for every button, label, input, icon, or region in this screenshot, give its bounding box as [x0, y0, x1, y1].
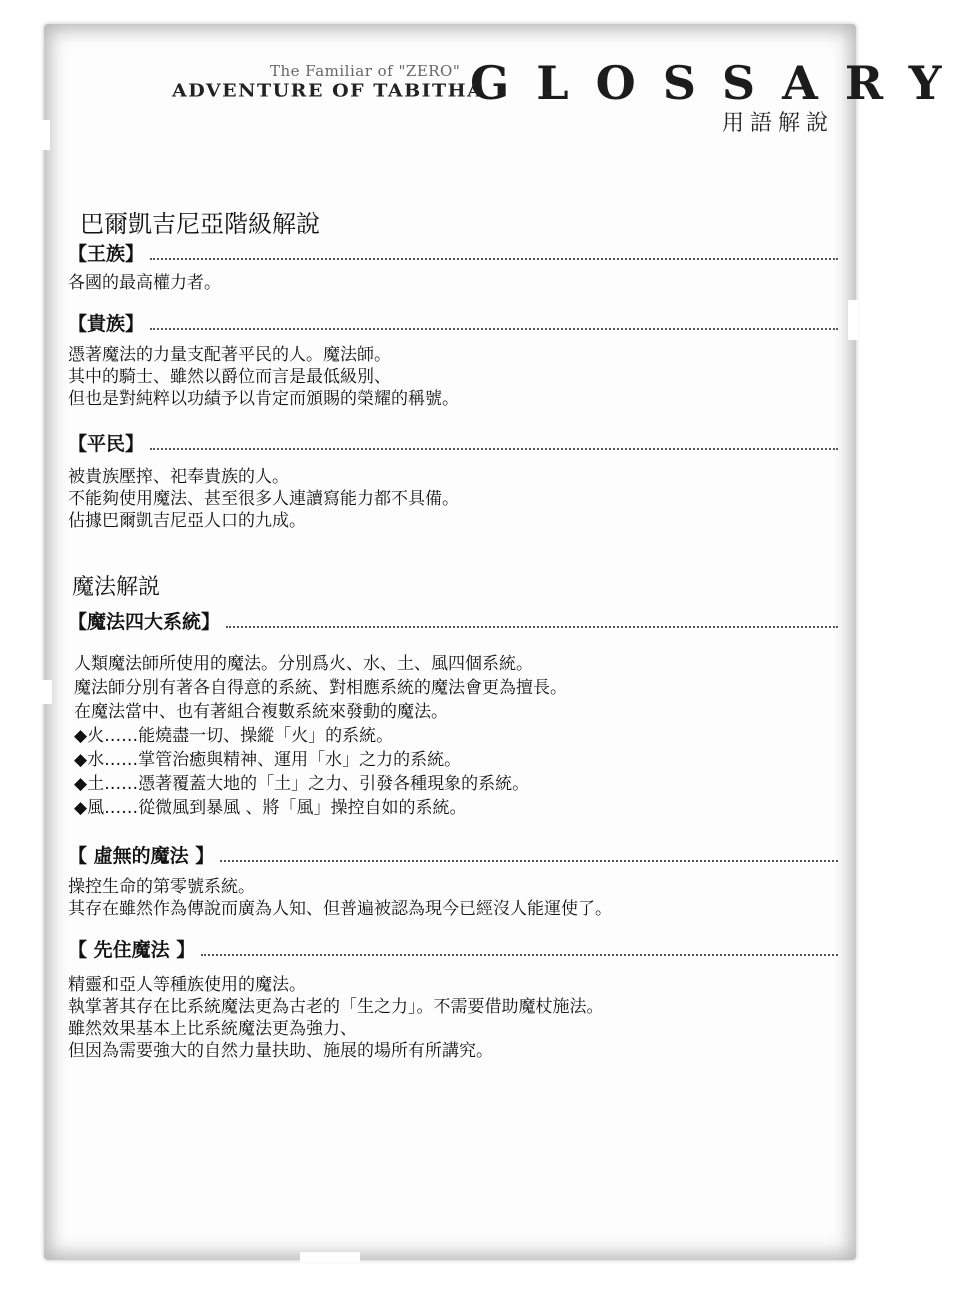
term-heading — [68, 842, 838, 868]
term-description — [68, 272, 221, 294]
torn-edge — [40, 120, 50, 150]
description-line: 雖然效果基本上比系統魔法更為強力、 — [68, 1019, 357, 1039]
term-heading — [68, 240, 838, 266]
dotted-leader — [150, 447, 838, 450]
description-line: 但因為需要強大的自然力量扶助、施展的場所有所講究。 — [68, 1041, 493, 1061]
description-line: 其中的騎士、雖然以爵位而言是最低級別、 — [68, 367, 391, 387]
torn-edge — [848, 300, 858, 340]
glossary-subheading: 用語解說 — [721, 111, 834, 136]
term-description — [68, 344, 459, 410]
description-line: 精靈和亞人等種族使用的魔法。 — [68, 975, 306, 995]
glossary-heading: GLOSSARY — [470, 56, 968, 110]
term-heading — [68, 310, 838, 336]
term-description — [68, 974, 604, 1062]
term-description — [74, 652, 567, 820]
dotted-leader — [150, 327, 838, 330]
description-line: 不能夠使用魔法、甚至很多人連讀寫能力都不具備。 — [68, 489, 459, 509]
term-label: 【貴族】 — [68, 313, 145, 335]
description-line: 操控生命的第零號系統。 — [68, 877, 255, 897]
element-wind-line: ◆風……從微風到暴風 、將「風」操控自如的系統。 — [74, 798, 467, 818]
element-water-line: ◆水……掌管治癒與精神、運用「水」之力的系統。 — [74, 750, 462, 770]
dotted-leader — [220, 859, 838, 862]
term-description — [68, 876, 612, 920]
description-line: 魔法師分別有著各自得意的系統、對相應系統的魔法會更為擅長。 — [74, 678, 567, 698]
description-line: 各國的最高權力者。 — [68, 273, 221, 293]
description-line: 佔據巴爾凱吉尼亞人口的九成。 — [68, 511, 306, 531]
term-label: 【 先住魔法 】 — [68, 939, 196, 961]
term-label: 【魔法四大系統】 — [68, 611, 221, 633]
series-subtitle: The Familiar of "ZERO" — [270, 62, 461, 80]
description-line: 憑著魔法的力量支配著平民的人。魔法師。 — [68, 345, 391, 365]
term-label: 【 虛無的魔法 】 — [68, 845, 215, 867]
description-line: 在魔法當中、也有著組合複數系統來發動的魔法。 — [74, 702, 448, 722]
section-title-magic: 魔法解説 — [72, 575, 161, 600]
dotted-leader — [226, 625, 838, 628]
element-earth-line: ◆土……憑著覆蓋大地的「土」之力、引發各種現象的系統。 — [74, 774, 530, 794]
torn-edge — [300, 1252, 360, 1262]
dotted-leader — [150, 257, 838, 260]
section-title-class: 巴爾凱吉尼亞階級解說 — [80, 210, 320, 238]
series-title: ADVENTURE OF TABITHA — [172, 80, 484, 102]
torn-edge — [40, 680, 52, 704]
description-line: 執掌著其存在比系統魔法更為古老的「生之力」。不需要借助魔杖施法。 — [68, 997, 604, 1017]
description-line: 被貴族壓搾、祀奉貴族的人。 — [68, 467, 289, 487]
dotted-leader — [201, 953, 838, 956]
term-description — [68, 466, 459, 532]
description-line: 但也是對純粹以功績予以肯定而頒賜的榮耀的稱號。 — [68, 389, 459, 409]
term-label: 【王族】 — [68, 243, 145, 265]
term-heading — [68, 430, 838, 456]
term-heading — [68, 936, 838, 962]
term-heading — [68, 608, 838, 634]
element-fire-line: ◆火……能燒盡一切、操縱「火」的系統。 — [74, 726, 394, 746]
description-line: 其存在雖然作為傳說而廣為人知、但普遍被認為現今已經沒人能運使了。 — [68, 899, 612, 919]
term-label: 【平民】 — [68, 433, 145, 455]
description-line: 人類魔法師所使用的魔法。分別爲火、水、土、風四個系統。 — [74, 654, 533, 674]
